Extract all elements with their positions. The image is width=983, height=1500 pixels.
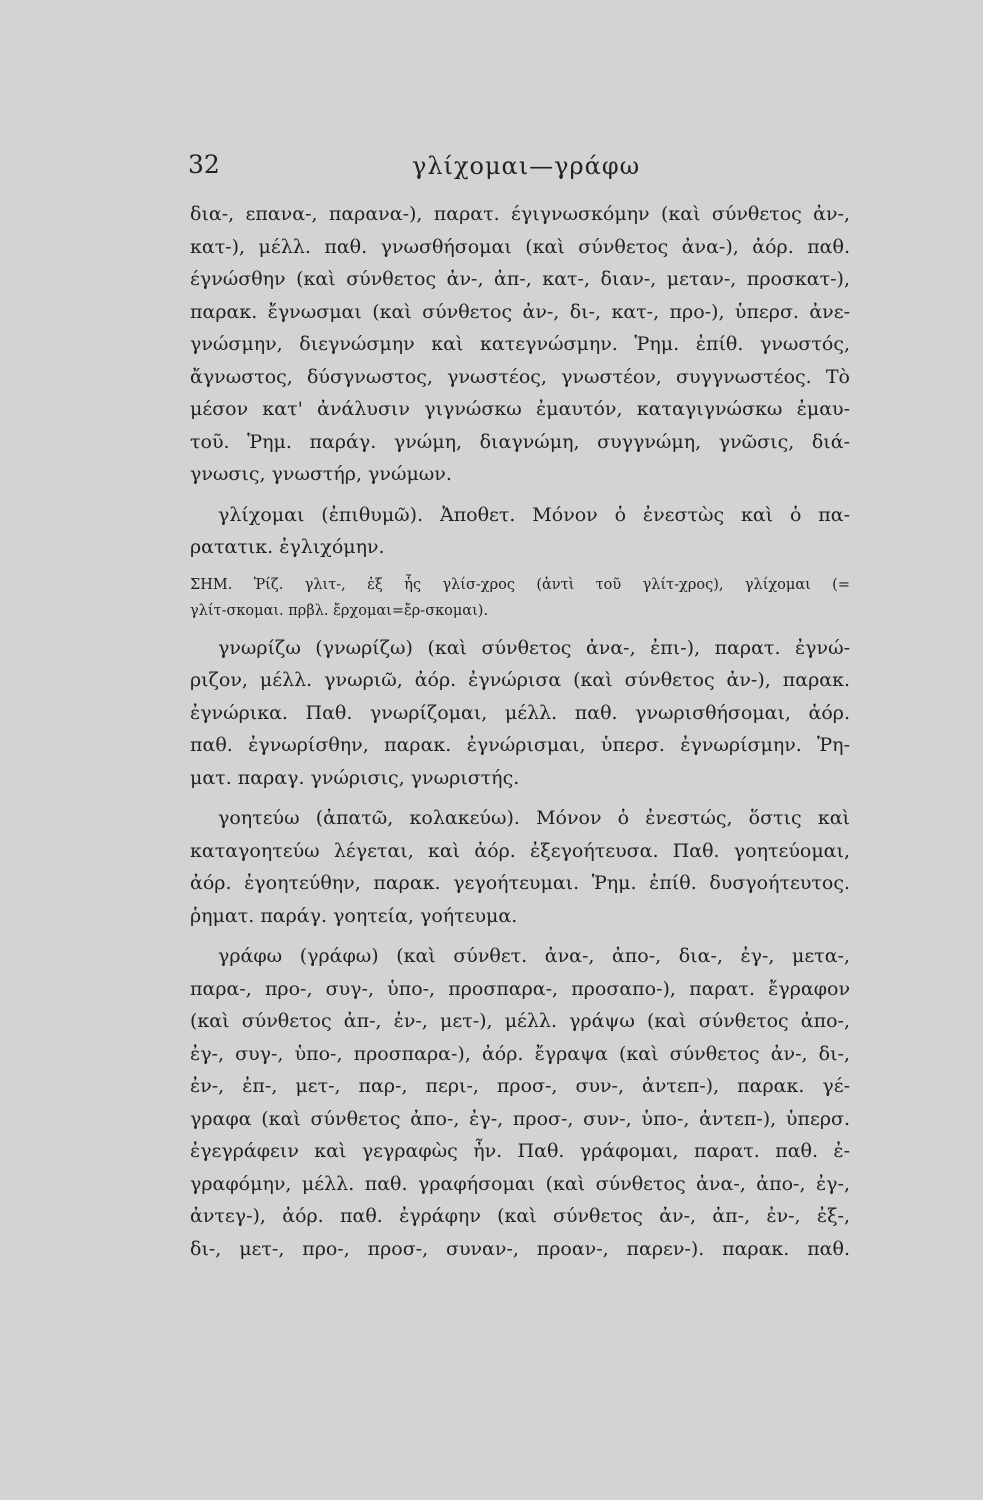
text-line: ἄγνωστος, δύσγνωστος, γνωστέος, γνωστέον, συγγνωστέος. Τὸ [190, 365, 850, 388]
text-line: παθ. ἐγνωρίσθην, παρακ. ἐγνώρισμαι, ὑπερσ. ἐγνωρίσμην. Ῥη- [190, 734, 850, 756]
text-line: δι-, μετ-, προ-, προσ-, συναν-, προαν-, παρεν-). παρακ. παθ. [190, 1237, 850, 1260]
page-header [188, 150, 848, 190]
text-line: τοῦ. Ῥημ. παράγ. γνώμη, διαγνώμη, συγγνώμη, γνῶσις, διά- [190, 430, 850, 453]
page-number: 32 [188, 150, 220, 179]
text-line: δια-, επανα-, παρανα-), παρατ. έγιγνωσκόμην (καὶ σύνθετος ἀν-, [190, 203, 850, 225]
text-line: μέσον κατ' ἀνάλυσιν γιγνώσκω ἐμαυτόν, καταγιγνώσκω ἐμαυ- [190, 398, 850, 420]
text-line: ματ. παραγ. γνώρισις, γνωριστής. [190, 766, 520, 789]
text-line: παρα-, προ-, συγ-, ὑπο-, προσπαρα-, προσαπο-), παρατ. ἔγραφον [190, 977, 850, 1000]
text-line: ῥηματ. παράγ. γοητεία, γοήτευμα. [190, 904, 518, 927]
running-head: γλίχομαι—γράφω [412, 152, 641, 180]
text-line: ἐγεγράφειν καὶ γεγραφὼς ἦν. Παθ. γράφομαι, παρατ. παθ. ἐ- [190, 1140, 850, 1162]
text-line: ρατατικ. ἐγλιχόμην. [190, 536, 385, 558]
text-line: κατ-), μέλλ. παθ. γνωσθήσομαι (καὶ σύνθετος ἀνα-), ἀόρ. παθ. [190, 235, 850, 258]
text-line: ἐγνώρικα. Παθ. γνωρίζομαι, μέλλ. παθ. γνωρισθήσομαι, ἀόρ. [190, 701, 850, 724]
text-line: ἀντεγ-), ἀόρ. παθ. ἐγράφην (καὶ σύνθετος ἀν-, ἀπ-, ἐν-, ἐξ-, [190, 1205, 850, 1227]
note-line: ΣΗΜ. Ῥίζ. γλιτ-, ἐξ ἧς γλίσ-χρος (ἀντὶ τοῦ γλίτ-χρος), γλίχομαι (= [190, 576, 850, 593]
note-line: γλίτ-σκομαι. πρβλ. ἔρχομαι=ἔρ-σκομαι). [190, 602, 489, 619]
entry-line-glichomai: γλίχομαι (ἐπιθυμῶ). Ἀποθετ. Μόνον ὁ ἐνεστὼς καὶ ὁ πα- [218, 503, 850, 526]
text-line: (καὶ σύνθετος ἀπ-, ἐν-, μετ-), μέλλ. γράψω (καὶ σύνθετος ἀπο-, [190, 1010, 850, 1032]
text-line: ἐγ-, συγ-, ὑπο-, προσπαρα-), ἀόρ. ἔγραψα (καὶ σύνθετος ἀν-, δι-, [190, 1042, 850, 1065]
text-line: γνώσμην, διεγνώσμην καὶ κατεγνώσμην. Ῥημ. ἐπίθ. γνωστός, [190, 333, 850, 355]
text-line: ἀόρ. ἐγοητεύθην, παρακ. γεγοήτευμαι. Ῥημ. ἐπίθ. δυσγοήτευτος. [190, 872, 850, 894]
text-line: ἐν-, ἐπ-, μετ-, παρ-, περι-, προσ-, συν-, ἀντεπ-), παρακ. γέ- [190, 1075, 850, 1097]
entry-line-gnorizo: γνωρίζω (γνωρίζω) (καὶ σύνθετος ἀνα-, ἐπι-), παρατ. ἐγνώ- [218, 636, 850, 659]
text-line: γνωσις, γνωστήρ, γνώμων. [190, 463, 452, 485]
text-line: γραφα (καὶ σύνθετος ἀπο-, ἐγ-, προσ-, συν-, ὑπο-, ἀντεπ-), ὑπερσ. [190, 1107, 850, 1130]
text-line: ριζον, μέλλ. γνωριῶ, ἀόρ. ἐγνώρισα (καὶ σύνθετος ἀν-), παρακ. [190, 669, 850, 691]
text-line: έγνώσθην (καὶ σύνθετος ἀν-, ἀπ-, κατ-, διαν-, μεταν-, προσκατ-), [190, 268, 850, 290]
text-line: γραφόμην, μέλλ. παθ. γραφήσομαι (καὶ σύνθετος ἀνα-, ἀπο-, ἐγ-, [190, 1172, 850, 1195]
text-line: παρακ. ἔγνωσμαι (καὶ σύνθετος ἀν-, δι-, κατ-, προ-), ὑπερσ. ἀνε- [190, 300, 850, 323]
dictionary-entries [190, 198, 850, 1265]
entry-line-grafo: γράφω (γράφω) (καὶ σύνθετ. ἀνα-, ἀπο-, δια-, ἐγ-, μετα-, [218, 945, 850, 967]
entry-line-goiteuo: γοητεύω (ἀπατῶ, κολακεύω). Μόνον ὁ ἐνεστώς, ὅστις καὶ [218, 807, 850, 829]
text-line: καταγοητεύω λέγεται, καὶ ἀόρ. ἐξεγοήτευσα. Παθ. γοητεύομαι, [190, 839, 850, 862]
